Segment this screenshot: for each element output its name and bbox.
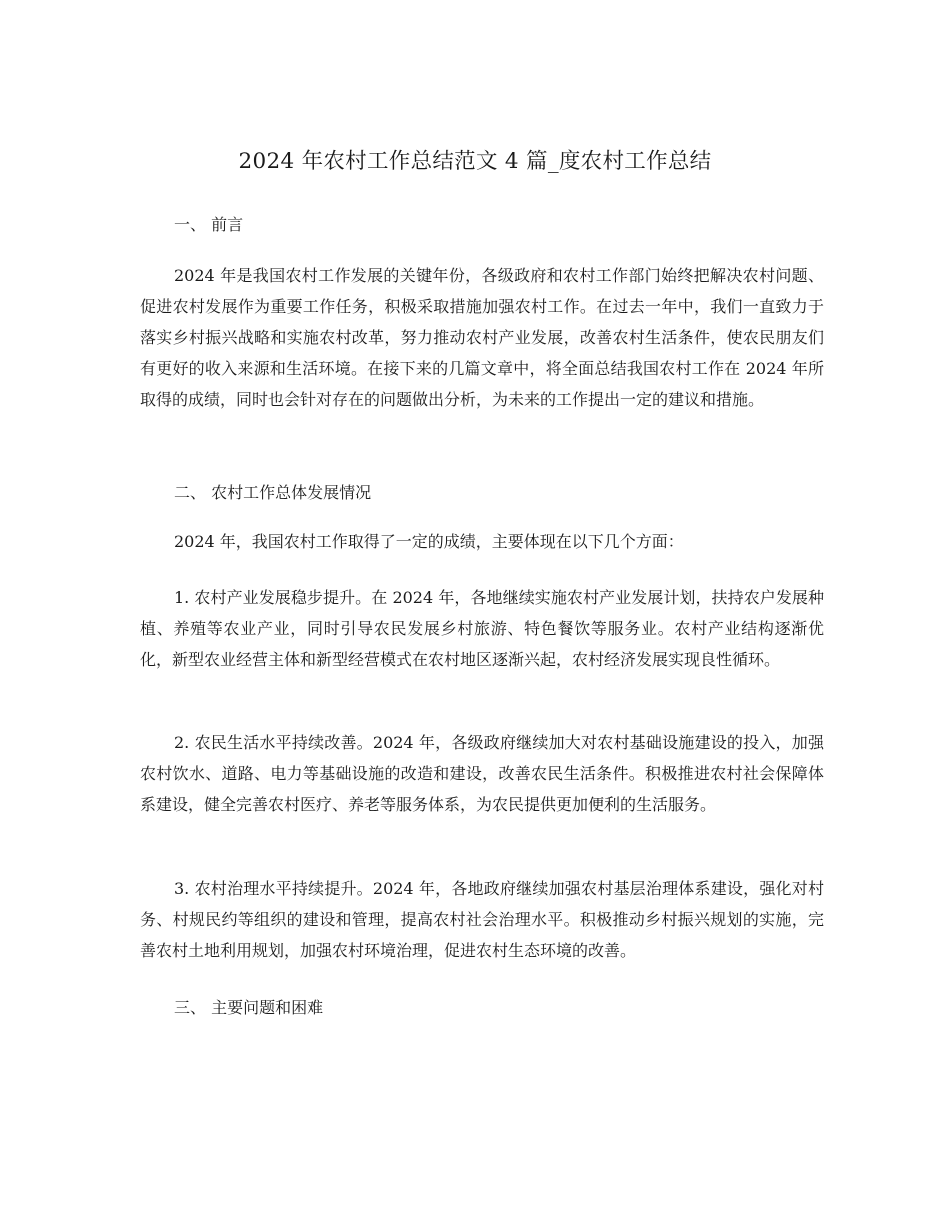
section-heading-problems: 三、 主要问题和困难 (174, 998, 324, 1017)
section-heading-overview: 二、 农村工作总体发展情况 (174, 483, 372, 502)
paragraph-preface: 2024 年是我国农村工作发展的关键年份，各级政府和农村工作部门始终把解决农村问题、促进农村发展作为重要工作任务，积极采取措施加强农村工作。在过去一年中，我们一直致力于落实乡村振兴战略和实施农村改革，努力推动农村产业发展，改善农村生活条件，使农民朋友们有更好的收入来源和生活环境。在接下来的几篇文章中，将全面总结我国农村工作在 2024 年所取得的成绩，同时也会针对存在的问题做出分析，为未来的工作提出一定的建议和措施。 (140, 266, 824, 409)
section-heading-preface: 一、 前言 (174, 215, 244, 234)
paragraph-overview-intro: 2024 年，我国农村工作取得了一定的成绩，主要体现在以下几个方面： (174, 532, 684, 551)
paragraph-item-industry: 1. 农村产业发展稳步提升。在 2024 年，各地继续实施农村产业发展计划，扶持农户发展种植、养殖等农业产业，同时引导农民发展乡村旅游、特色餐饮等服务业。农村产业结构逐渐优化，新型农业经营主体和新型经营模式在农村地区逐渐兴起，农村经济发展实现良性循环。 (140, 588, 824, 669)
document-title: 2024 年农村工作总结范文 4 篇_度农村工作总结 (238, 149, 712, 174)
paragraph-item-living: 2. 农民生活水平持续改善。2024 年，各级政府继续加大对农村基础设施建设的投入，加强农村饮水、道路、电力等基础设施的改造和建设，改善农民生活条件。积极推进农村社会保障体系建设，健全完善农村医疗、养老等服务体系，为农民提供更加便利的生活服务。 (140, 733, 824, 814)
paragraph-item-governance: 3. 农村治理水平持续提升。2024 年，各地政府继续加强农村基层治理体系建设，强化对村务、村规民约等组织的建设和管理，提高农村社会治理水平。积极推动乡村振兴规划的实施，完善农村土地利用规划，加强农村环境治理，促进农村生态环境的改善。 (140, 879, 824, 960)
